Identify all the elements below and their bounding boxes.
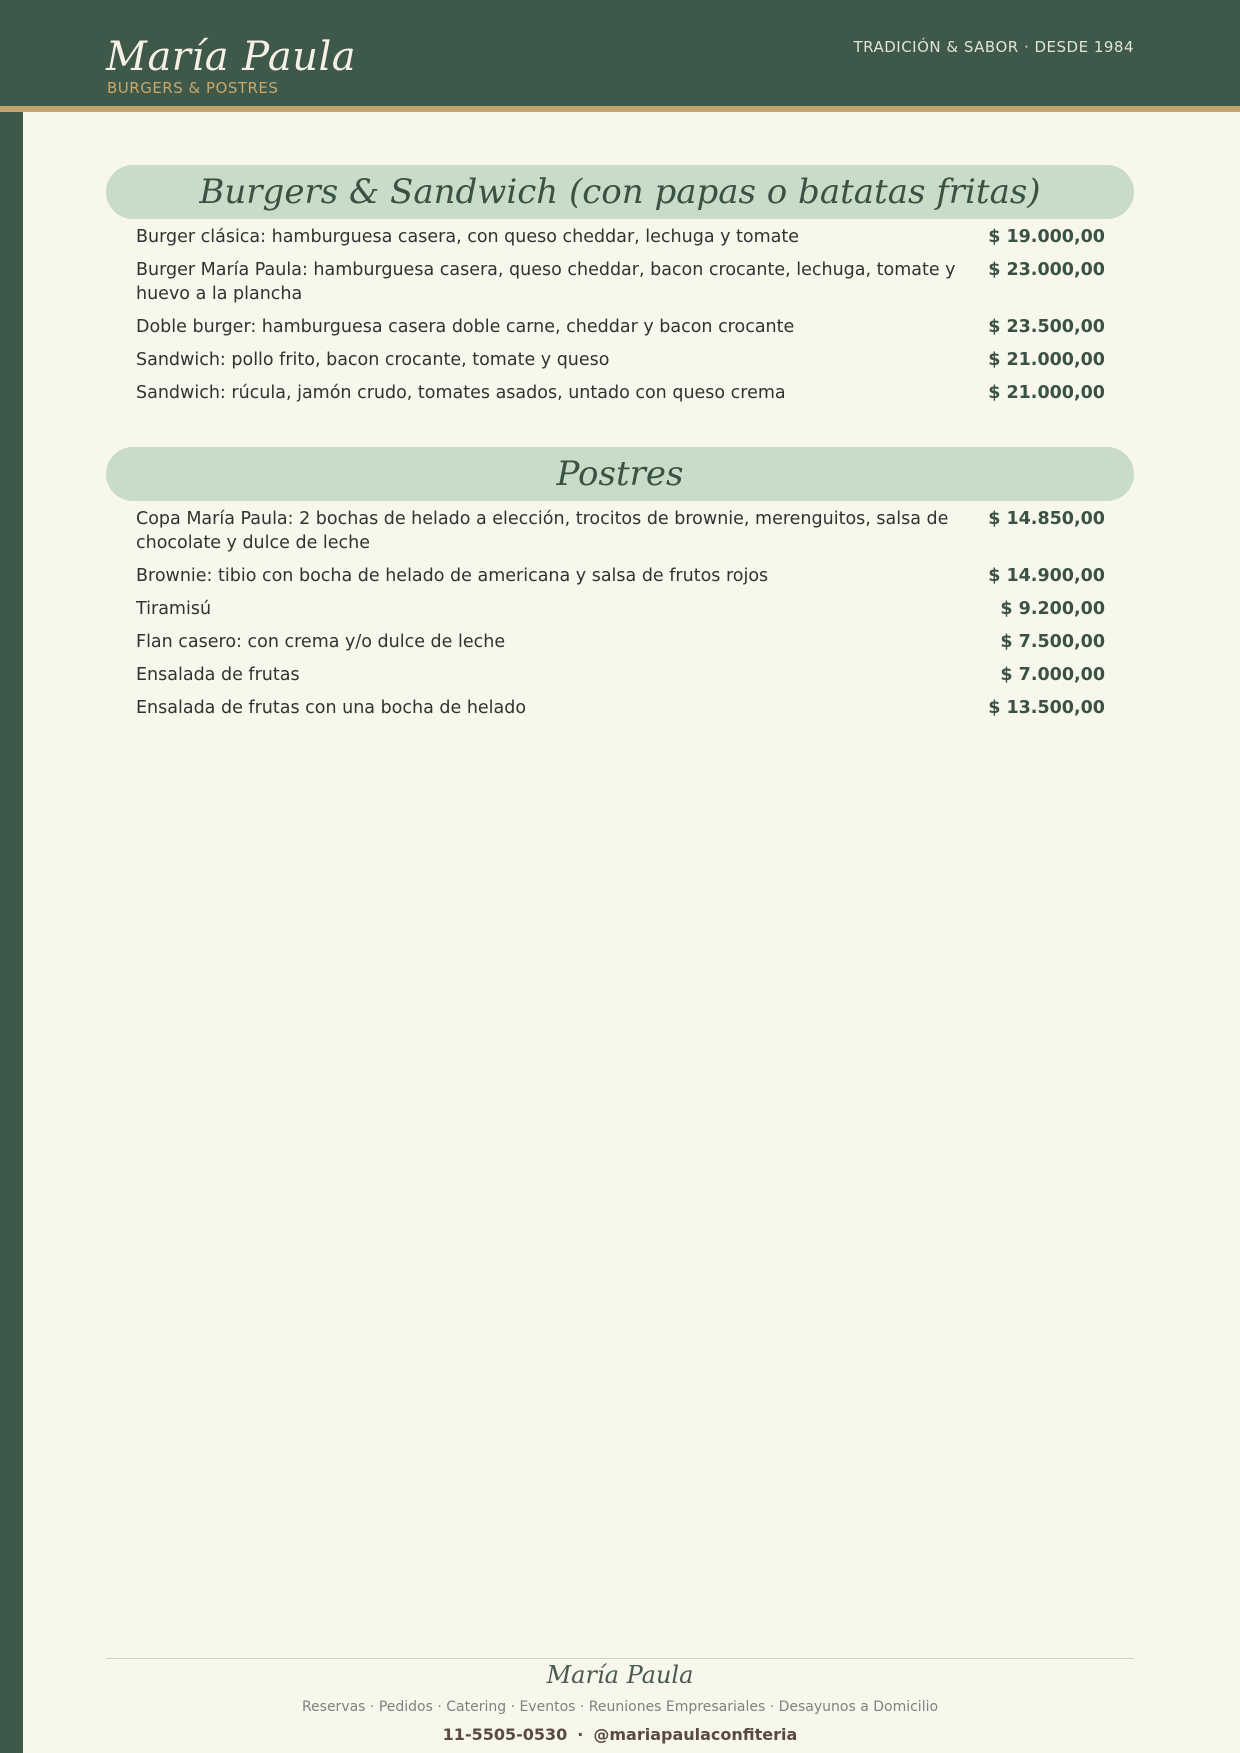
menu-item-description: Sandwich: rúcula, jamón crudo, tomates asados, untado con queso crema [136,383,786,403]
menu-item [106,663,1134,687]
section-title: Postres [106,447,1134,501]
side-accent-bar [0,0,23,1753]
menu-item-price: $ 9.200,00 [1000,599,1105,619]
menu-item-description: Sandwich: pollo frito, bacon crocante, tomate y queso [136,350,610,370]
menu-item-price: $ 13.500,00 [988,698,1105,718]
menu-item [106,381,1134,405]
menu-item-price: $ 21.000,00 [988,350,1105,370]
section-title: Burgers & Sandwich (con papas o batatas fritas) [106,165,1134,219]
menu-item-price: $ 14.850,00 [988,509,1105,529]
menu-item [106,315,1134,339]
menu-item-price: $ 23.500,00 [988,317,1105,337]
menu-item-description: Doble burger: hamburguesa casera doble carne, cheddar y bacon crocante [136,317,795,337]
header-gold-rule [0,106,1240,112]
menu-item [106,597,1134,621]
footer-instagram: @mariapaulaconfiteria [593,1725,798,1744]
menu-item [106,507,1134,555]
footer-services: Reservas · Pedidos · Catering · Eventos · Reuniones Empresariales · Desayunos a Domicilio [301,1699,939,1715]
menu-item-description: Tiramisú [136,599,212,619]
menu-item [106,630,1134,654]
menu-item-description: Burger clásica: hamburguesa casera, con queso cheddar, lechuga y tomate [136,227,799,247]
menu-item-description: Ensalada de frutas [136,665,300,685]
brand-name: María Paula [106,34,357,80]
menu-item [106,696,1134,720]
menu-item [106,564,1134,588]
footer-brand-name: María Paula [546,1661,694,1689]
menu-item-price: $ 7.500,00 [1000,632,1105,652]
menu-item-price: $ 19.000,00 [988,227,1105,247]
menu-item-price: $ 7.000,00 [1000,665,1105,685]
menu-item-price: $ 23.000,00 [988,260,1105,280]
brand-subtitle: BURGERS & POSTRES [107,79,279,97]
menu-section-postres [106,447,1134,729]
header-tagline: TRADICIÓN & SABOR · DESDE 1984 [853,38,1134,56]
menu-item-list [106,225,1134,405]
menu-item [106,348,1134,372]
menu-item-description: Flan casero: con crema y/o dulce de leche [136,632,506,652]
menu-item [106,258,1134,306]
menu-section-burgers [106,165,1134,414]
footer-contact [0,1724,1240,1746]
menu-item-description: Copa María Paula: 2 bochas de helado a elección, trocitos de brownie, merenguitos, salsa de chocolate y dulce de leche [136,509,949,553]
menu-item-description: Brownie: tibio con bocha de helado de americana y salsa de frutos rojos [136,566,769,586]
menu-item-description: Ensalada de frutas con una bocha de helado [136,698,527,718]
footer-separator: · [577,1725,584,1744]
menu-item-description: Burger María Paula: hamburguesa casera, queso cheddar, bacon crocante, lechuga, tomate y huevo a la plancha [136,260,956,304]
menu-item-price: $ 21.000,00 [988,383,1105,403]
menu-item-price: $ 14.900,00 [988,566,1105,586]
menu-item [106,225,1134,249]
header-banner [0,0,1240,106]
footer-phone: 11-5505-0530 [442,1725,568,1744]
menu-item-list [106,507,1134,720]
